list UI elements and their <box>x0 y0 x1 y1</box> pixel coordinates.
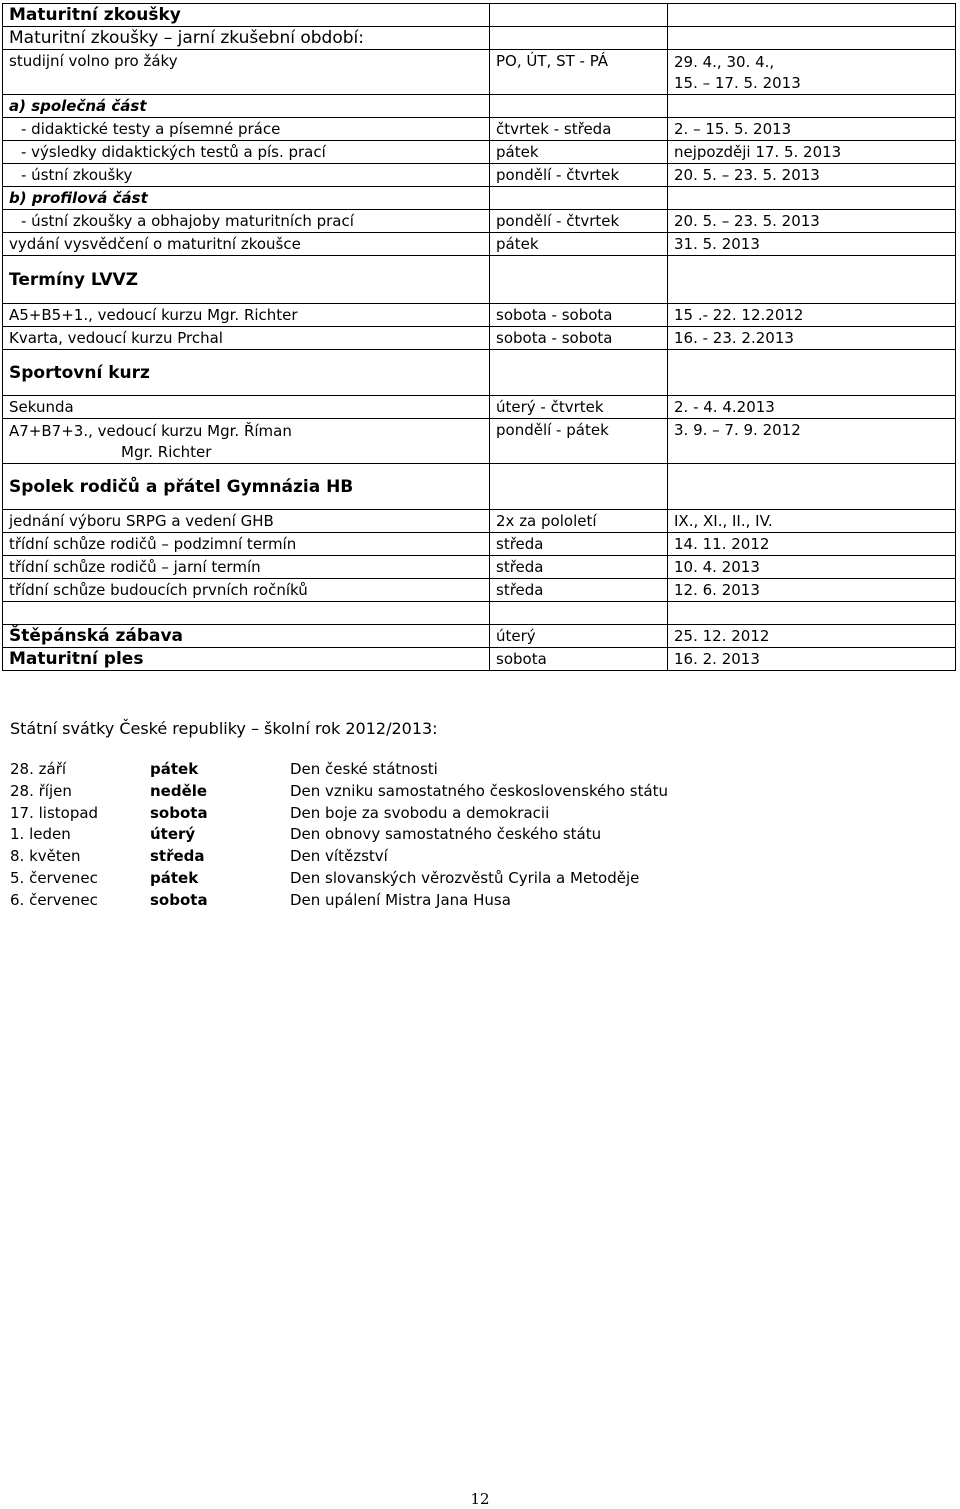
list-item: 28. září pátek Den české státnosti <box>10 760 438 778</box>
table-row <box>3 187 956 210</box>
table-row <box>3 95 956 118</box>
table-row: jednání výboru SRPG a vedení GHB 2x za pololetí IX., XI., II., IV. <box>3 510 956 533</box>
table-row: třídní schůze budoucích prvních ročníků středa 12. 6. 2013 <box>3 579 956 602</box>
table-row: - ústní zkoušky a obhajoby maturitních prací pondělí - čtvrtek 20. 5. – 23. 5. 2013 <box>3 210 956 233</box>
page-number: 12 <box>470 1490 490 1508</box>
maturita-title: Maturitní zkoušky <box>3 4 490 27</box>
holidays-list <box>10 760 668 913</box>
list-item: 5. červenec pátek Den slovanských věrozvěstů Cyrila a Metoděje <box>10 868 640 887</box>
table-row: - didaktické testy a písemné práce čtvrtek - středa 2. – 15. 5. 2013 <box>3 118 956 141</box>
table-row <box>3 602 956 625</box>
table-row: třídní schůze rodičů – podzimní termín středa 14. 11. 2012 <box>3 533 956 556</box>
list-item: 17. listopad sobota Den boje za svobodu a demokracii <box>10 803 550 822</box>
table-row: A5+B5+1., vedoucí kurzu Mgr. Richter sobota - sobota 15 .- 22. 12.2012 <box>3 304 956 327</box>
table-row: Maturitní ples sobota 16. 2. 2013 <box>3 648 956 671</box>
list-item: 6. červenec sobota Den upálení Mistra Jana Husa <box>10 890 511 909</box>
list-item: 8. květen středa Den vítězství <box>10 847 388 866</box>
table-row: studijní volno pro žáky PO, ÚT, ST - PÁ 29. 4., 30. 4., 15. – 17. 5. 2013 <box>3 50 956 95</box>
table-row: třídní schůze rodičů – jarní termín středa 10. 4. 2013 <box>3 556 956 579</box>
table-row: Sekunda úterý - čtvrtek 2. - 4. 4.2013 <box>3 396 956 419</box>
table-row <box>3 27 956 50</box>
table-row <box>3 256 956 304</box>
event-title: Maturitní ples <box>3 648 490 671</box>
table-row: vydání vysvědčení o maturitní zkoušce pátek 31. 5. 2013 <box>3 233 956 256</box>
table-row <box>3 464 956 510</box>
list-item: 1. leden úterý Den obnovy samostatného českého státu <box>10 825 602 844</box>
schedule-table <box>2 3 956 671</box>
table-row <box>3 350 956 396</box>
lvvz-title: Termíny LVVZ <box>3 256 490 304</box>
srpg-title: Spolek rodičů a přátel Gymnázia HB <box>3 464 490 510</box>
table-row: A7+B7+3., vedoucí kurzu Mgr. Říman Mgr. Richter pondělí - pátek 3. 9. – 7. 9. 2012 <box>3 419 956 464</box>
maturita-subtitle: Maturitní zkoušky – jarní zkušební období: <box>3 27 490 50</box>
section-label: a) společná část <box>3 95 490 118</box>
event-title: Štěpánská zábava <box>3 625 490 648</box>
sport-title: Sportovní kurz <box>3 350 490 396</box>
table-row <box>3 4 956 27</box>
section-label: b) profilová část <box>3 187 490 210</box>
table-row: - ústní zkoušky pondělí - čtvrtek 20. 5. – 23. 5. 2013 <box>3 164 956 187</box>
table-row: Kvarta, vedoucí kurzu Prchal sobota - sobota 16. - 23. 2.2013 <box>3 327 956 350</box>
table-row: - výsledky didaktických testů a pís. prací pátek nejpozději 17. 5. 2013 <box>3 141 956 164</box>
table-row: Štěpánská zábava úterý 25. 12. 2012 <box>3 625 956 648</box>
holidays-title: Státní svátky České republiky – školní rok 2012/2013: <box>10 719 438 738</box>
list-item: 28. říjen neděle Den vzniku samostatného československého státu <box>10 781 669 800</box>
